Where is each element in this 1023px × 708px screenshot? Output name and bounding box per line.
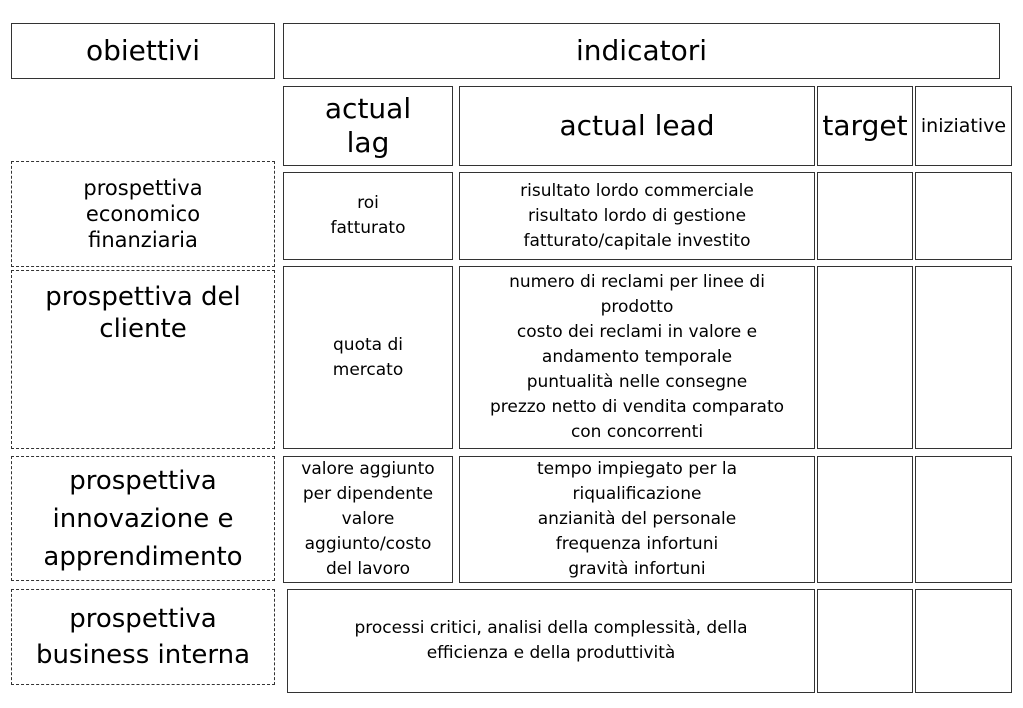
objective-economico-finanziaria	[11, 161, 275, 267]
header-iniziative	[915, 86, 1012, 166]
lead-line: prezzo netto di vendita comparato	[489, 397, 785, 417]
lead-cell-economico	[459, 172, 815, 260]
lag-line: valore	[341, 509, 395, 529]
lead-line: numero di reclami per linee di	[509, 272, 765, 292]
iniziative-cell-cliente	[915, 266, 1012, 449]
iniziative-cell-economico	[915, 172, 1012, 260]
objective-line: prospettiva	[69, 465, 217, 496]
header-target-label: target	[822, 109, 908, 142]
header-iniziative-label: iniziative	[920, 114, 1007, 137]
objective-business-interna	[11, 589, 275, 685]
header-actual-lag	[283, 86, 453, 166]
header-obiettivi	[11, 23, 275, 79]
objective-line: finanziaria	[88, 228, 198, 252]
lead-line: con concorrenti	[570, 422, 704, 442]
iniziative-cell-innovazione	[915, 456, 1012, 583]
lead-line: andamento temporale	[541, 347, 733, 367]
lag-line: del lavoro	[325, 559, 410, 579]
lead-line: tempo impiegato per la	[537, 459, 737, 479]
lead-line: anzianità del personale	[537, 509, 737, 529]
header-actual-lead	[459, 86, 815, 166]
objective-line: apprendimento	[43, 541, 243, 572]
lag-cell-cliente	[283, 266, 453, 449]
lead-cell-innovazione	[459, 456, 815, 583]
lag-line: fatturato	[330, 218, 406, 238]
target-cell-economico	[817, 172, 913, 260]
objective-line: economico	[85, 202, 201, 226]
lead-line: riqualificazione	[572, 484, 702, 504]
objective-line: prospettiva del	[45, 282, 241, 312]
lag-line: valore aggiunto	[301, 459, 435, 479]
header-target	[817, 86, 913, 166]
header-actual-lag-line: actual	[324, 92, 412, 125]
objective-line: prospettiva	[69, 604, 217, 634]
lead-line: frequenza infortuni	[555, 534, 719, 554]
header-obiettivi-label: obiettivi	[86, 34, 200, 67]
lag-cell-economico	[283, 172, 453, 260]
lead-line: fatturato/capitale investito	[523, 230, 751, 251]
lag-line: roi	[357, 193, 379, 213]
header-indicatori	[283, 23, 1000, 79]
objective-innovazione-apprendimento	[11, 456, 275, 581]
lag-line: aggiunto/costo	[304, 534, 432, 554]
header-indicatori-label: indicatori	[575, 34, 708, 67]
lag-line: quota di	[333, 334, 403, 355]
merged-line: processi critici, analisi della complessità, della	[354, 618, 748, 638]
header-actual-lead-label: actual lead	[559, 109, 715, 142]
objective-cliente	[11, 270, 275, 449]
iniziative-cell-business	[915, 589, 1012, 693]
objective-line: cliente	[99, 314, 187, 344]
merged-cell-business	[287, 589, 815, 693]
merged-line: efficienza e della produttività	[426, 643, 676, 663]
lag-line: mercato	[332, 359, 404, 380]
header-actual-lag-line: lag	[346, 126, 390, 159]
target-cell-cliente	[817, 266, 913, 449]
lead-line: prodotto	[600, 297, 674, 317]
objective-line: innovazione e	[52, 503, 234, 534]
lead-line: gravità infortuni	[568, 559, 706, 579]
lead-line: risultato lordo di gestione	[527, 205, 747, 226]
objective-line: business interna	[35, 640, 251, 670]
lead-cell-cliente	[459, 266, 815, 449]
target-cell-innovazione	[817, 456, 913, 583]
target-cell-business	[817, 589, 913, 693]
lead-line: risultato lordo commerciale	[520, 180, 754, 201]
objective-line: prospettiva	[83, 176, 203, 200]
lag-cell-innovazione	[283, 456, 453, 583]
lag-line: per dipendente	[302, 484, 434, 504]
lead-line: costo dei reclami in valore e	[516, 322, 758, 342]
lead-line: puntualità nelle consegne	[526, 372, 748, 392]
